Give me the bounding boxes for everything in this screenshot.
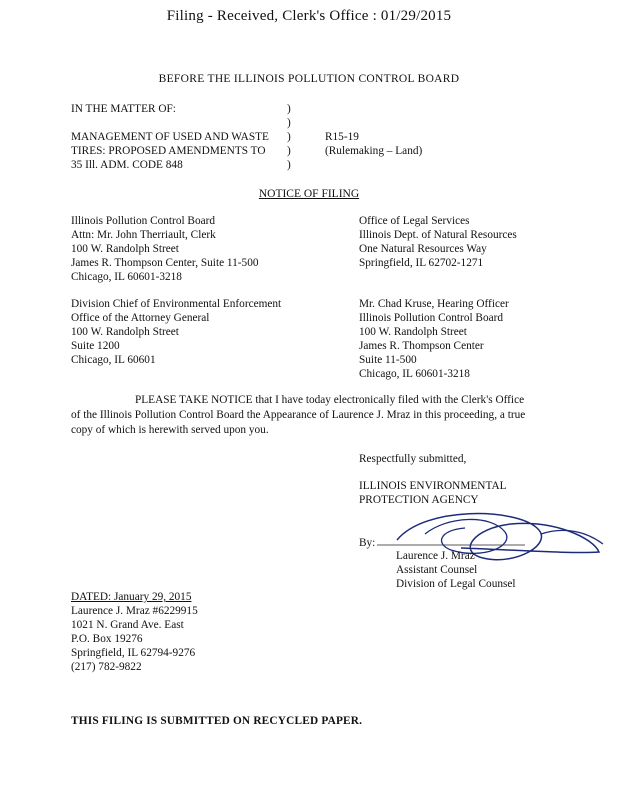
board-title: BEFORE THE ILLINOIS POLLUTION CONTROL BOARD	[158, 73, 460, 85]
address-line: Chicago, IL 60601-3218	[71, 271, 182, 283]
notice-paragraph: PLEASE TAKE NOTICE that I have today electronically filed with the Clerk's Office of the Illinois Pollution Control Board the Appearance of Laurence J. Mraz in this proceeding, a true copy of which is herewith served upon you.	[71, 394, 526, 436]
caption-paren: )	[287, 117, 291, 129]
address-block-attorney-general	[71, 297, 281, 367]
by-label: By:	[359, 537, 376, 549]
dated-block	[71, 590, 198, 674]
address-block-hearing-officer	[359, 297, 509, 381]
caption-paren: )	[287, 159, 291, 171]
caption-paren: )	[287, 103, 291, 115]
address-line: Office of Legal Services	[359, 215, 470, 227]
caption-paren: )	[287, 131, 291, 143]
address-line: 100 W. Randolph Street	[71, 243, 179, 255]
contact-line: 1021 N. Grand Ave. East	[71, 619, 184, 631]
address-line: 100 W. Randolph Street	[359, 326, 467, 338]
caption-line: MANAGEMENT OF USED AND WASTE	[71, 131, 269, 143]
address-block-dnr	[359, 214, 517, 270]
address-line: Springfield, IL 62702-1271	[359, 257, 484, 269]
filing-stamp: Filing - Received, Clerk's Office : 01/29/2015	[166, 8, 452, 24]
address-line: James R. Thompson Center, Suite 11-500	[71, 257, 259, 269]
address-line: Illinois Pollution Control Board	[71, 215, 216, 227]
signer-block	[396, 549, 516, 591]
notice-title: NOTICE OF FILING	[258, 188, 360, 200]
docket-number: R15-19	[325, 131, 359, 143]
signer-name: Laurence J. Mraz	[396, 550, 475, 562]
address-line: Illinois Dept. of Natural Resources	[359, 229, 517, 241]
address-line: Suite 1200	[71, 340, 120, 352]
address-line: Attn: Mr. John Therriault, Clerk	[71, 229, 216, 241]
agency-name	[359, 479, 507, 507]
address-block-clerk	[71, 214, 259, 284]
contact-line: Springfield, IL 62794-9276	[71, 647, 196, 659]
caption-line: TIRES: PROPOSED AMENDMENTS TO	[71, 145, 266, 157]
signer-title: Assistant Counsel	[396, 564, 478, 576]
address-line: Chicago, IL 60601	[71, 354, 156, 366]
caption-line: 35 Ill. ADM. CODE 848	[71, 159, 183, 171]
closing-salutation: Respectfully submitted,	[359, 453, 467, 465]
agency-line: ILLINOIS ENVIRONMENTAL	[359, 480, 507, 492]
caption-line: IN THE MATTER OF:	[71, 103, 176, 115]
address-line: Division Chief of Environmental Enforcement	[71, 298, 282, 310]
caption-paren: )	[287, 145, 291, 157]
address-line: Office of the Attorney General	[71, 312, 210, 324]
address-line: James R. Thompson Center	[359, 340, 484, 352]
address-line: Chicago, IL 60601-3218	[359, 368, 470, 380]
contact-line: P.O. Box 19276	[71, 633, 143, 645]
address-line: Illinois Pollution Control Board	[359, 312, 504, 324]
address-line: Mr. Chad Kruse, Hearing Officer	[359, 298, 509, 310]
recycled-paper-note: THIS FILING IS SUBMITTED ON RECYCLED PAPER.	[71, 715, 363, 727]
address-line: One Natural Resources Way	[359, 243, 487, 255]
agency-line: PROTECTION AGENCY	[359, 494, 479, 506]
signer-division: Division of Legal Counsel	[396, 578, 516, 590]
address-line: Suite 11-500	[359, 354, 417, 366]
contact-phone: (217) 782-9822	[71, 661, 142, 673]
proceeding-type: (Rulemaking – Land)	[325, 145, 423, 157]
dated-label: DATED: January 29, 2015	[71, 591, 192, 603]
contact-line: Laurence J. Mraz #6229915	[71, 605, 198, 617]
address-line: 100 W. Randolph Street	[71, 326, 179, 338]
